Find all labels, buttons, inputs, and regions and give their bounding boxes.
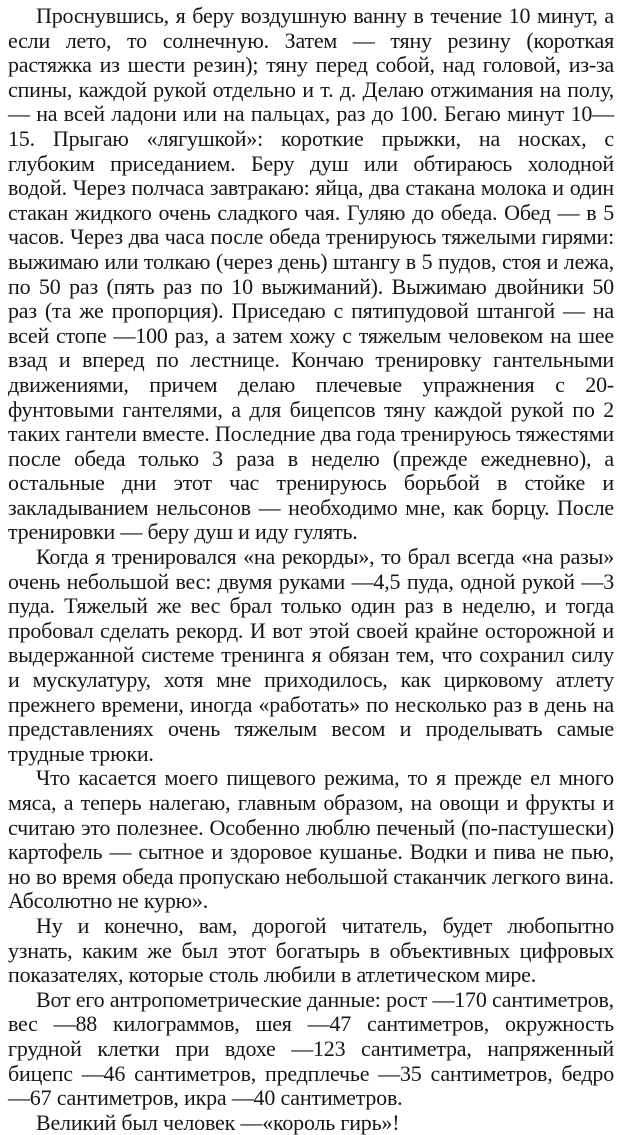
paragraph-diet: Что касается моего пищевого режима, то я прежде ел много мяса, а теперь налегаю, главным образом, на овощи и фрукты и считаю это полезнее. Особенно люблю печеный (по-пастушески) картофель — сытное и здоровое кушанье. Водки и пива не пью, но во время обеда пропускаю небольшой стаканчик легкого вина. Абсолютно не курю».	[8, 765, 614, 914]
book-page	[8, 4, 614, 1135]
paragraph-anthropometrics: Вот его антропометрические данные: рост —170 сантиметров, вес —88 килограммов, шея —47 сантиметров, окружность грудной клетки при вдохе —123 сантиметра, напряженный бицепс —46 сантиметров, предплечье —35 сантиметров, бедро —67 сантиметров, икра —40 сантиметров.	[8, 986, 614, 1111]
paragraph-training-routine: Проснувшись, я беру воздушную ванну в течение 10 минут, а если лето, то солнечную. Затем — тяну резину (короткая растяжка из шести резин); тяну перед собой, над головой, из-за спины, каждой рукой отдельно и т. д. Делаю отжимания на полу,— на всей ладони или на пальцах, раз до 100. Бегаю минут 10—15. Прыгаю «лягушкой»: короткие прыжки, на носках, с глубоким приседанием. Беру душ или обтираюсь холодной водой. Через полчаса завтракаю: яйца, два стакана молока и один стакан жидкого очень сладкого чая. Гуляю до обеда. Обед — в 5 часов. Через два часа после обеда тренируюсь тяжелыми гирями: выжимаю или толкаю (через день) штангу в 5 пудов, стоя и лежа, по 50 раз (пять раз по 10 выжиманий). Выжимаю двойники 50 раз (та же пропорция). Приседаю с пятипудовой штангой — на всей стопе —100 раз, а затем хожу с тяжелым человеком на шее взад и вперед по лестнице. Кончаю тренировку гантельными движениями, причем делаю плечевые упражнения с 20-фунтовыми гантелями, а для бицепсов тяну каждой рукой по 2 таких гантели вместе. Последние два года тренируюсь тяжестями после обеда только 3 раза в неделю (прежде ежедневно), а остальные дни этот час тренируюсь борьбой в стойке и закладыванием нельсонов — необходимо мне, как борцу. После тренировки — беру душ и иду гулять.	[8, 3, 614, 545]
paragraph-reader-interest: Ну и конечно, вам, дорогой читатель, будет любопытно узнать, каким же был этот богатырь в объективных цифровых показателях, которые столь любили в атлетическом мире.	[8, 912, 614, 988]
paragraph-conclusion: Великий был человек —«король гирь»!	[36, 1109, 400, 1135]
paragraph-records-training: Когда я тренировался «на рекорды», то брал всегда «на разы» очень небольшой вес: двумя руками —4,5 пуда, одной рукой —3 пуда. Тяжелый же вес брал только один раз в неделю, и тогда пробовал сделать рекорд. И вот этой своей крайне осторожной и выдержанной системе тренинга я обязан тем, что сохранил силу и мускулатуру, хотя мне приходилось, как цирковому атлету прежнего времени, иногда «работать» по несколько раз в день на представлениях очень тяжелым весом и проделывать самые трудные трюки.	[8, 544, 614, 766]
